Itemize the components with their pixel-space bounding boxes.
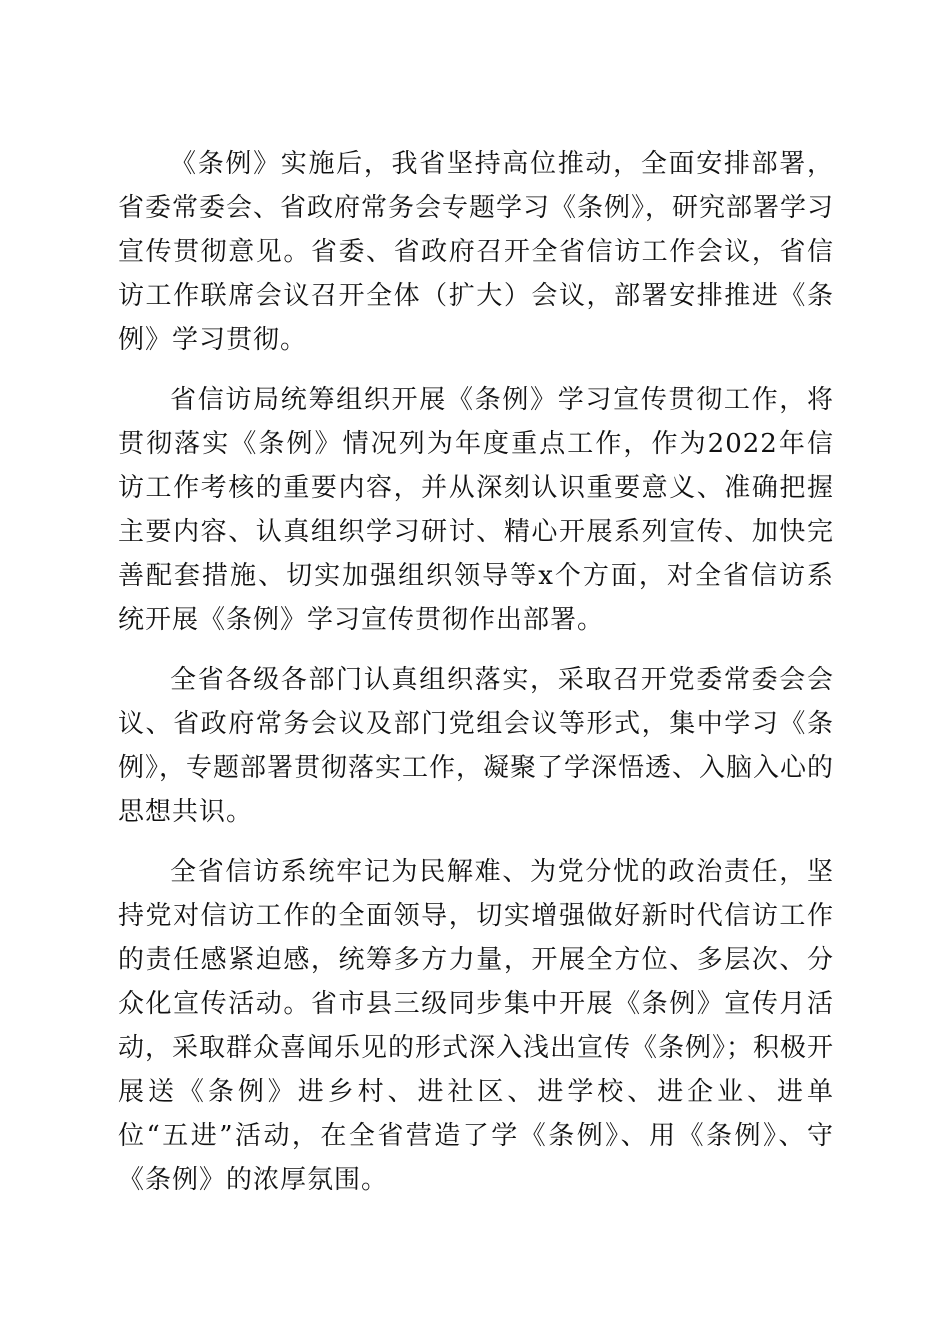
paragraph-1: 《条例》实施后，我省坚持高位推动，全面安排部署，省委常委会、省政府常务会专题学习《条例》，研究部署学习宣传贯彻意见。省委、省政府召开全省信访工作会议，省信访工作联席会议召开全体（扩大）会议，部署安排推进《条例》学习贯彻。 [118, 149, 835, 355]
document-body [118, 142, 834, 1218]
paragraph-2: 省信访局统筹组织开展《条例》学习宣传贯彻工作，将贯彻落实《条例》情况列为年度重点工作，作为2022年信访工作考核的重要内容，并从深刻认识重要意义、准确把握主要内容、认真组织学习研讨、精心开展系列宣传、加快完善配套措施、切实加强组织领导等x个方面，对全省信访系统开展《条例》学习宣传贯彻作出部署。 [118, 385, 834, 635]
paragraph-3: 全省各级各部门认真组织落实，采取召开党委常委会会议、省政府常务会议及部门党组会议等形式，集中学习《条例》，专题部署贯彻落实工作，凝聚了学深悟透、入脑入心的思想共识。 [118, 665, 835, 827]
paragraph-4: 全省信访系统牢记为民解难、为党分忧的政治责任，坚持党对信访工作的全面领导，切实增强做好新时代信访工作的责任感紧迫感，统筹多方力量，开展全方位、多层次、分众化宣传活动。省市县三级同步集中开展《条例》宣传月活动，采取群众喜闻乐见的形式深入浅出宣传《条例》；积极开展送《条例》进乡村、进社区、进学校、进企业、进单位“五进”活动，在全省营造了学《条例》、用《条例》、守《条例》的浓厚氛围。 [118, 857, 835, 1195]
